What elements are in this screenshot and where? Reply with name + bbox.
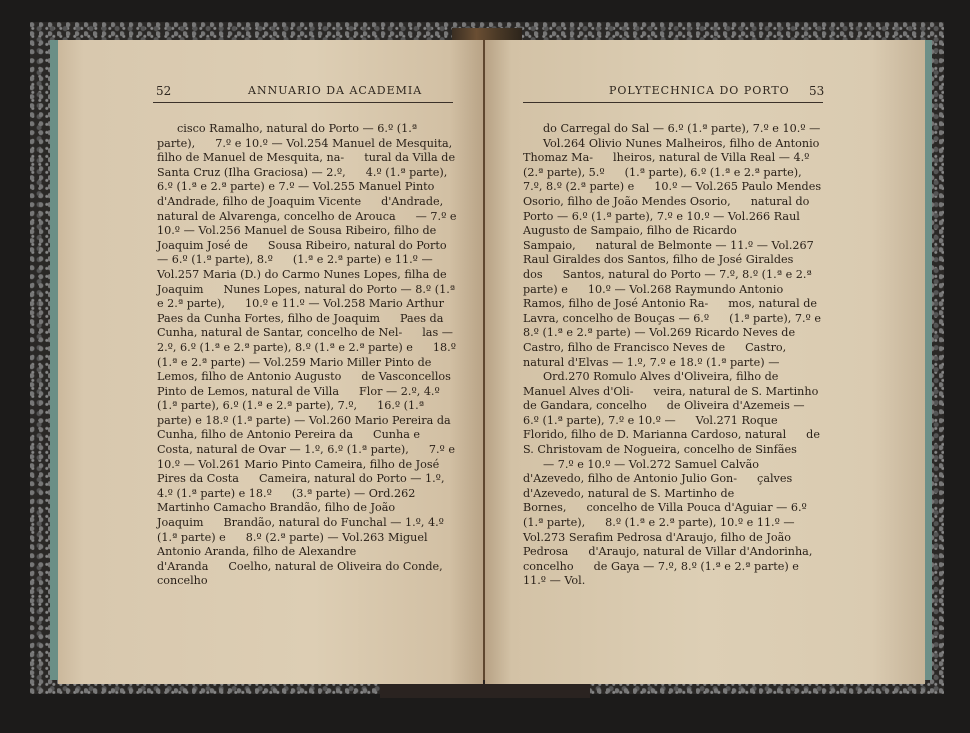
entry-continuation-line: çalves d'Azevedo, natural de S. Martinho de Bornes,	[523, 472, 793, 515]
entry-continuation-line: de Vasconcellos Pinto de Lemos, natural de Villa	[157, 370, 451, 398]
entry-first-line: 257 Maria (D.) do Carmo Nunes Lopes, filha de Joaquim	[157, 267, 447, 296]
entry-continuation-line: 7.º e 10.º — Vol.	[215, 136, 308, 150]
entry-first-line: 261 Mario Pinto Cameira, filho de José Pires da Costa	[157, 457, 440, 486]
entry-continuation-line: d'Araujo, natural de Villar d'Andorinha, concelho	[523, 545, 813, 573]
running-head: POLYTECHNICA DO PORTO	[609, 84, 790, 97]
entry-continuation-line: 8.º (2.ª parte) — Vol.	[245, 530, 364, 544]
entry-continuation-line: 18.º (1.ª e 2.ª parte) — Vol.	[157, 340, 456, 369]
entry-continuation-line: Cunha e Costa, natural de Ovar — 1.º, 6.º (1.ª parte),	[157, 428, 421, 457]
entry-continuation-line: 10.º — Vol.	[654, 180, 717, 194]
entry-continuation-line: (1.ª parte), 6.º (1.ª e 2.ª parte), 7.º, 8.º (2.ª parte) e	[523, 165, 802, 194]
entry-continuation-line: Brandão, natural do Funchal — 1.º, 4.º (1.ª parte) e	[157, 516, 444, 544]
entry-continuation-line: — 7.º e 10.º — Vol.	[157, 209, 457, 238]
entry-continuation-line: Cameira, natural do Porto — 1.º, 4.º (1.ª parte) e 18.º	[157, 472, 445, 500]
entry-first-line: 260 Mario Pereira da Cunha, filho de Antonio Pereira da	[157, 413, 451, 442]
entry-continuation-line: tural da Villa de Santa Cruz (Ilha Graciosa) — 2.º,	[157, 151, 456, 179]
entry-first-line: 255 Manuel Pinto d'Andrade, filho de Joaquim Vicente	[157, 180, 435, 208]
entry-continuation-line: 7.º e 10.º — Vol.	[157, 443, 455, 471]
entry-first-line: 272 Samuel Calvão d'Azevedo, filho de Antonio Julio Gon-	[523, 457, 760, 486]
entry-continuation-line: — 7.º e 10.º — Vol.	[543, 457, 650, 471]
entry-first-line: 265 Paulo Mendes Osorio, filho de João Mendes Osorio,	[523, 180, 822, 208]
entry-first-line: 270 Romulo Alves d'Oliveira, filho de Manuel Alves d'Oli-	[523, 370, 779, 398]
entry-continuation-line: 4.º (1.ª parte), 6.º (1.ª e 2.ª parte) e 7.º — Vol.	[157, 165, 448, 194]
entry-first-line: 267 Raul Giraldes dos Santos, filho de José Giraldes dos	[523, 238, 814, 281]
entry-continuation-line: (3.ª parte) — Ord.	[291, 486, 394, 500]
entry-continuation-line: mos, natural de Lavra, concelho de Bouças — 6.º	[523, 297, 818, 325]
right-page	[485, 40, 925, 684]
entry-first-line: 254 Manuel de Mesquita, filho de Manuel de Mesquita, na-	[157, 136, 453, 165]
entry-continuation-line: 16.º (1.ª parte) e 18.º (1.ª parte) — Vol.	[157, 399, 425, 427]
running-head: ANNUARIO DA ACADEMIA	[248, 84, 423, 97]
entry-continuation-line: lheiros, natural de Villa Real — 4.º (2.ª parte), 5.º	[523, 151, 810, 179]
entry-continuation-line: d'Andrade, natural de Alvarenga, concelho de Arouca	[157, 194, 444, 223]
entry-continuation-line: de Gaya — 7.º, 8.º (1.ª e 2.ª parte) e 11.º — Vol.	[523, 559, 799, 588]
entry-first-line: 264 Olivio Nunes Malheiros, filho de Antonio Thomaz Ma-	[523, 136, 820, 165]
entry-continuation-line: veira, natural de S. Martinho de Gandara, concelho	[523, 384, 819, 413]
entry-continuation-line: do Carregal do Sal — 6.º (1.ª parte), 7.º e 10.º —	[543, 122, 821, 135]
entry-continuation-line: Nunes Lopes, natural do Porto — 8.º (1.ª e 2.ª parte),	[157, 282, 456, 311]
entry-first-line: 256 Manuel de Sousa Ribeiro, filho de Joaquim José de	[157, 224, 437, 252]
entry-first-line: 259 Mario Miller Pinto de Lemos, filho de Antonio Augusto	[157, 355, 432, 384]
entry-first-line: 266 Raul Augusto de Sampaio, filho de Ricardo Sampaio,	[523, 209, 800, 252]
header-rule	[153, 102, 453, 103]
entry-continuation-line: cisco Ramalho, natural do Porto — 6.º (1.ª parte),	[157, 122, 418, 150]
entry-continuation-line: natural do Porto — 6.º (1.ª parte), 7.º e 10.º — Vol.	[523, 194, 810, 223]
entry-first-line: 263 Miguel Antonio Aranda, filho de Alexandre d'Aranda	[157, 530, 428, 573]
entry-continuation-line: de S. Christovam de Nogueira, concelho de Sinfães	[523, 428, 820, 457]
entry-continuation-line: Sousa Ribeiro, natural do Porto — 6.º (1.ª parte), 8.º	[157, 238, 447, 267]
entry-continuation-line: de Oliveira d'Azemeis — 6.º (1.ª parte), 7.º e 10.º —	[523, 399, 805, 427]
entry-first-line: 258 Mario Arthur Paes da Cunha Fortes, filho de Joaquim	[157, 297, 444, 325]
entry-continuation-line: 10.º — Vol.	[587, 282, 651, 296]
entry-list	[523, 122, 823, 589]
entry-continuation-line: concelho de Villa Pouca d'Aguiar — 6.º (1.ª parte),	[523, 501, 807, 530]
entry-continuation-line: 10.º e 11.º — Vol.	[244, 297, 345, 311]
entry-first-line: 273 Serafim Pedrosa d'Araujo, filho de João Pedrosa	[523, 530, 791, 559]
entry-first-line: 268 Raymundo Antonio Ramos, filho de José Antonio Ra-	[523, 282, 784, 311]
entry-continuation-line: (1.ª e 2.ª parte) e 11.º — Vol.	[157, 253, 433, 281]
entry-continuation-line: Paes da Cunha, natural de Santar, concelho de Nel-	[157, 311, 444, 340]
page-edge-left	[50, 40, 58, 680]
entry-continuation-line: (1.ª parte), 7.º e 8.º (1.ª e 2.ª parte) — Vol.	[523, 311, 821, 340]
header-rule	[523, 102, 823, 103]
entry-continuation-line: Santos, natural do Porto — 7.º, 8.º (1.ª e 2.ª parte) e	[523, 267, 812, 296]
entry-continuation-line: Flor — 2.º, 4.º (1.ª parte), 6.º (1.ª e 2.ª parte), 7.º,	[157, 384, 440, 413]
entry-continuation-line: 8.º (1.ª e 2.ª parte), 10.º e 11.º — Vol.	[523, 516, 795, 544]
entry-continuation-line: Vol.	[695, 413, 717, 427]
entry-first-line: 269 Ricardo Neves de Castro, filho de Francisco Neves de	[523, 326, 796, 354]
entry-continuation-line: las — 2.º, 6.º (1.ª e 2.ª parte), 8.º (1.ª e 2.ª parte) e	[157, 326, 453, 354]
entry-continuation-line: Coelho, natural de Oliveira do Conde, concelho	[157, 559, 443, 588]
entry-continuation-line: Castro, natural d'Elvas — 1.º, 7.º e 18.º (1.ª parte) —	[523, 340, 787, 369]
page-number: 53	[809, 84, 825, 98]
page-edge-right	[924, 40, 932, 680]
entry-first-line: 262 Martinho Camacho Brandão, filho de João Joaquim	[157, 486, 416, 530]
entry-continuation-line: Ord.	[543, 370, 569, 384]
left-page	[58, 40, 483, 684]
page-number: 52	[156, 84, 172, 98]
entry-first-line: 271 Roque Florido, filho de D. Marianna Cardoso, natural	[523, 413, 787, 442]
entry-list	[157, 122, 457, 589]
entry-continuation-line: Vol.	[543, 136, 564, 150]
entry-continuation-line: natural de Belmonte — 11.º — Vol.	[595, 238, 793, 252]
